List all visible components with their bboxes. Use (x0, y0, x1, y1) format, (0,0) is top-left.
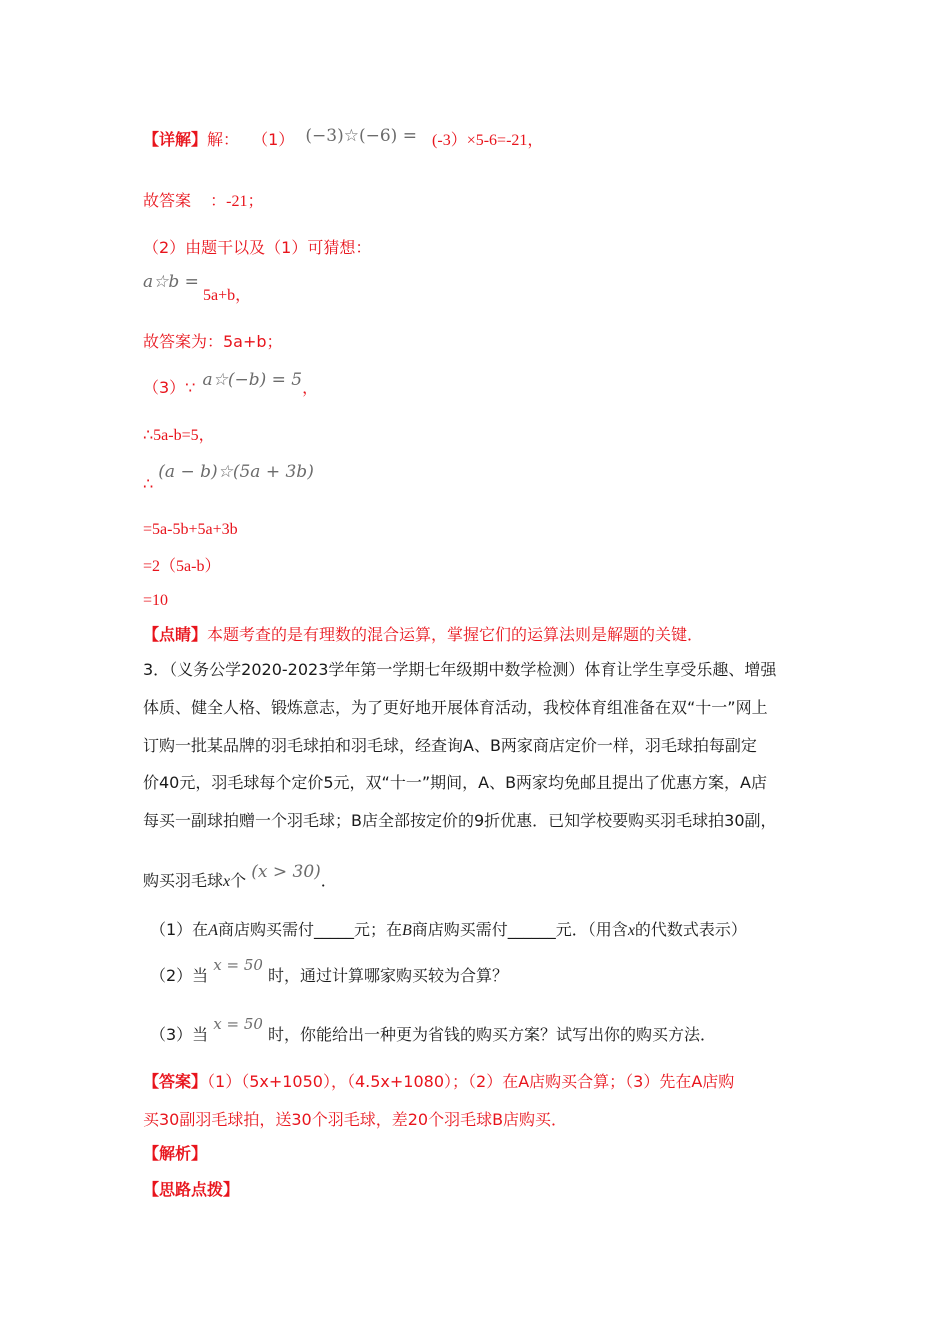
problem-line-6 (143, 862, 337, 892)
part3-label: （3）∵ (143, 378, 196, 397)
step2-symbol: ∴ (143, 474, 154, 493)
q1-part-a: （1）在 (150, 920, 209, 939)
line6-text: 购买羽毛球 (143, 871, 224, 890)
part2-text: （2）由题干以及（1）可猜想： (143, 238, 372, 257)
step2-math: (a − b)☆(5a + 3b) (158, 462, 314, 482)
problem-line-3: 订购一批某品牌的羽毛球拍和羽毛球，经查询A、B两家商店定价一样，羽毛球拍每副定 (143, 736, 757, 755)
question-2 (150, 956, 509, 986)
line6-end: ． (320, 871, 337, 890)
q1-var-x: x (627, 922, 635, 939)
q2-part-b: 时，通过计算哪家购买较为合算？ (268, 966, 509, 985)
part2-math: a☆b = (143, 272, 199, 292)
q1-blank-1: _____ (313, 920, 354, 939)
step2-line (143, 462, 314, 493)
detail-solve: 解： (207, 130, 240, 149)
answer-line-2: 买30副羽毛球拍，送30个羽毛球，差20个羽毛球B店购买． (143, 1110, 568, 1129)
q2-part-a: （2）当 (150, 966, 209, 985)
analysis-tag: 【解析】 (143, 1144, 208, 1163)
step1: ∴5a-b=5， (143, 427, 215, 444)
problem-line-1: 3．（义务公学2020-2023学年第一学期七年级期中数学检测）体育让学生享受乐趣、增强 (143, 660, 777, 679)
answer-line-1 (143, 1072, 734, 1092)
answer1-label: 故答案 (143, 191, 192, 210)
q1-part-b: 商店购买需付 (217, 920, 314, 939)
q2-math: x = 50 (213, 956, 263, 974)
answer1-line (143, 191, 263, 212)
part2-result: 5a+b， (203, 287, 252, 304)
question-3 (150, 1015, 717, 1045)
part3-line (143, 370, 319, 398)
part3-math: a☆(−b) = 5 (202, 370, 303, 390)
part1-math: (−3)☆(−6) = (305, 126, 417, 146)
answer2-line (143, 332, 283, 352)
comment-text: 本题考查的是有理数的混合运算，掌握它们的运算法则是解题的关键． (207, 625, 704, 644)
problem-line-4: 价40元，羽毛球每个定价5元，双“十一”期间，A、B两家均免邮且提出了优惠方案，A店 (143, 773, 767, 792)
q1-part-d: 商店购买需付 (411, 920, 508, 939)
problem-line-2: 体质、健全人格、锻炼意志，为了更好地开展体育活动，我校体育组准备在双“十一”网上 (143, 698, 768, 717)
part2-line (143, 238, 371, 258)
q1-store-a: A (208, 922, 218, 939)
q3-part-a: （3）当 (150, 1025, 209, 1044)
q1-part-e: 元．（用含 (555, 920, 628, 939)
q1-part-f: 的代数式表示） (634, 920, 747, 939)
answer1-value: ：-21； (210, 193, 264, 210)
question-1 (150, 920, 747, 941)
q1-blank-2: ______ (507, 920, 556, 939)
line6-math: (x > 30) (251, 862, 321, 882)
problem-line-5: 每买一副球拍赠一个羽毛球；B店全部按定价的9折优惠．已知学校要购买羽毛球拍30副， (143, 811, 777, 830)
part3-comma: ， (302, 378, 319, 397)
q1-part-c: 元；在 (353, 920, 402, 939)
line6-var: x (223, 873, 231, 890)
detail-tag: 【详解】 (143, 130, 208, 149)
part1-label: （1） (252, 130, 295, 149)
comment-line (143, 625, 703, 645)
q3-part-b: 时，你能给出一种更为省钱的购买方案？试写出你的购买方法． (268, 1025, 717, 1044)
step5: =10 (143, 592, 169, 609)
answer-tag: 【答案】 (143, 1072, 208, 1091)
line6-unit: 个 (230, 871, 247, 890)
step3: =5a-5b+5a+3b (143, 521, 238, 538)
detail-line-part1 (143, 126, 544, 151)
hint-tag: 【思路点拨】 (143, 1180, 240, 1199)
q3-math: x = 50 (213, 1015, 263, 1033)
part2-math-line (143, 272, 199, 292)
answer2-text: 故答案为：5a+b； (143, 332, 283, 351)
comment-tag: 【点睛】 (143, 625, 208, 644)
step4: =2（5a-b） (143, 558, 221, 575)
part1-result: (-3）×5-6=-21， (432, 132, 544, 149)
q1-store-b: B (402, 922, 412, 939)
answer-text-1: （1）（5x+1050），（4.5x+1080）；（2）在A店购买合算；（3）先在A店购 (207, 1072, 735, 1091)
